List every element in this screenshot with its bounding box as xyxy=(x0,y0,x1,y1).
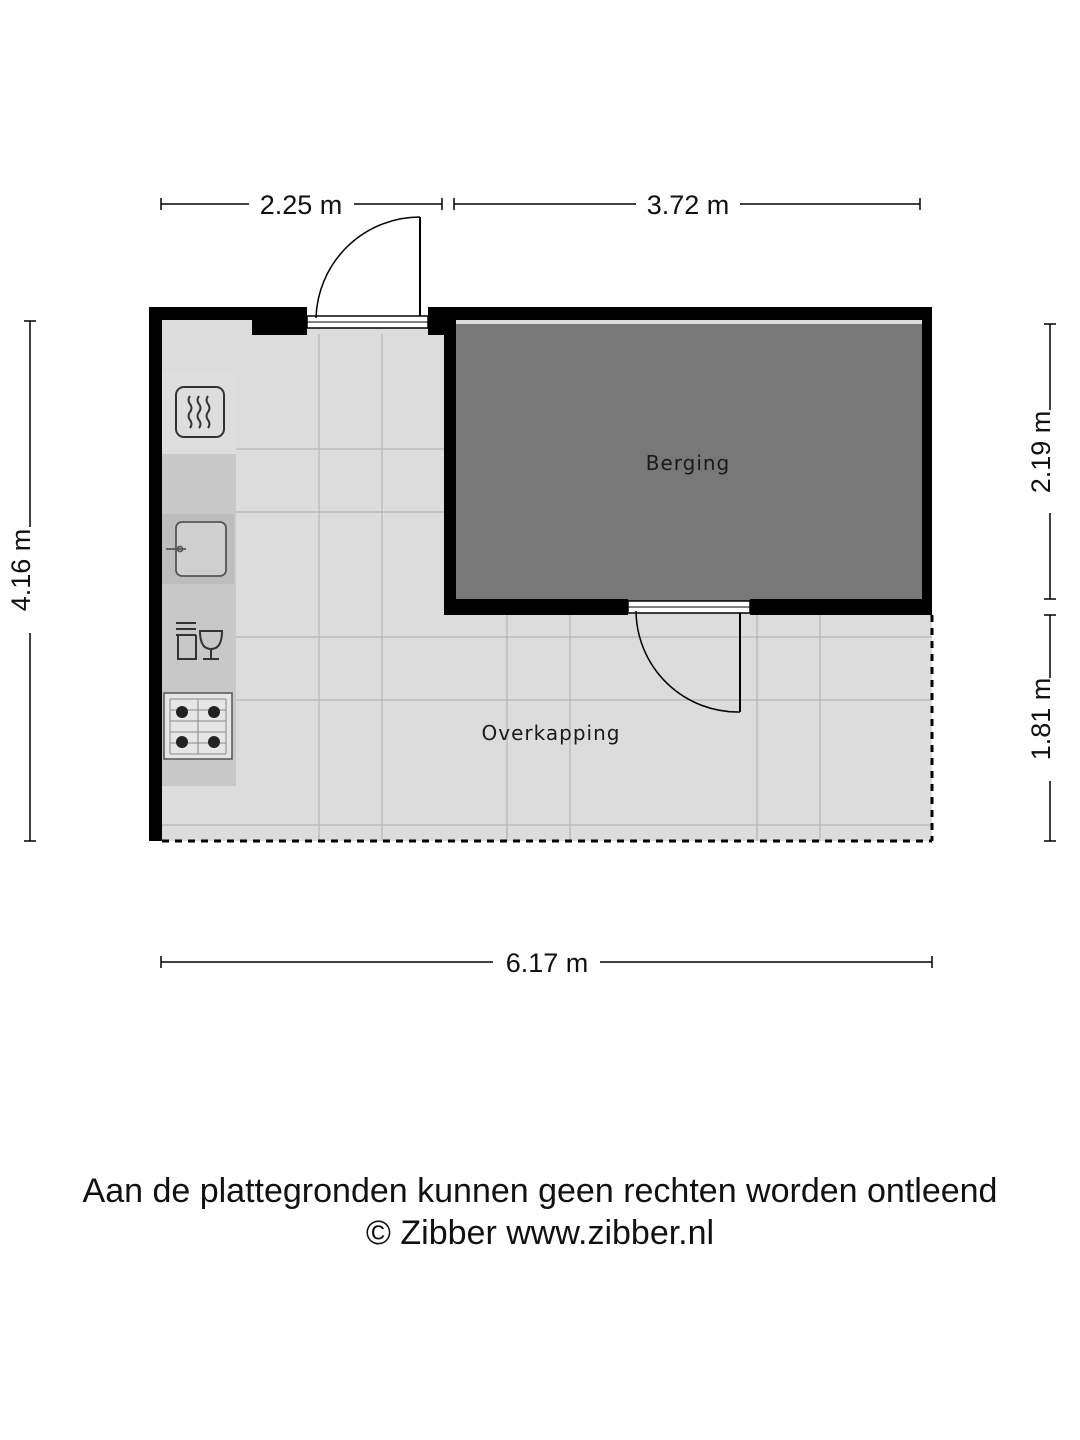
dimension-left-height: 4.16 m xyxy=(6,528,36,612)
room-label-storage: Berging xyxy=(645,451,731,475)
stove-icon xyxy=(164,693,232,759)
room-label-canopy: Overkapping xyxy=(481,721,621,745)
disclaimer-text: Aan de plattegronden kunnen geen rechten worden ontleend xyxy=(82,1172,998,1210)
entrance-door xyxy=(307,217,428,328)
dimension-right-lower: 1.81 m xyxy=(1026,677,1056,761)
dimension-top-left: 2.25 m xyxy=(259,190,343,220)
dimension-right-upper: 2.19 m xyxy=(1026,410,1056,494)
dimension-top-right: 3.72 m xyxy=(646,190,730,220)
dimension-bottom-width: 6.17 m xyxy=(505,948,589,978)
copyright-text: © Zibber www.zibber.nl xyxy=(365,1214,715,1252)
